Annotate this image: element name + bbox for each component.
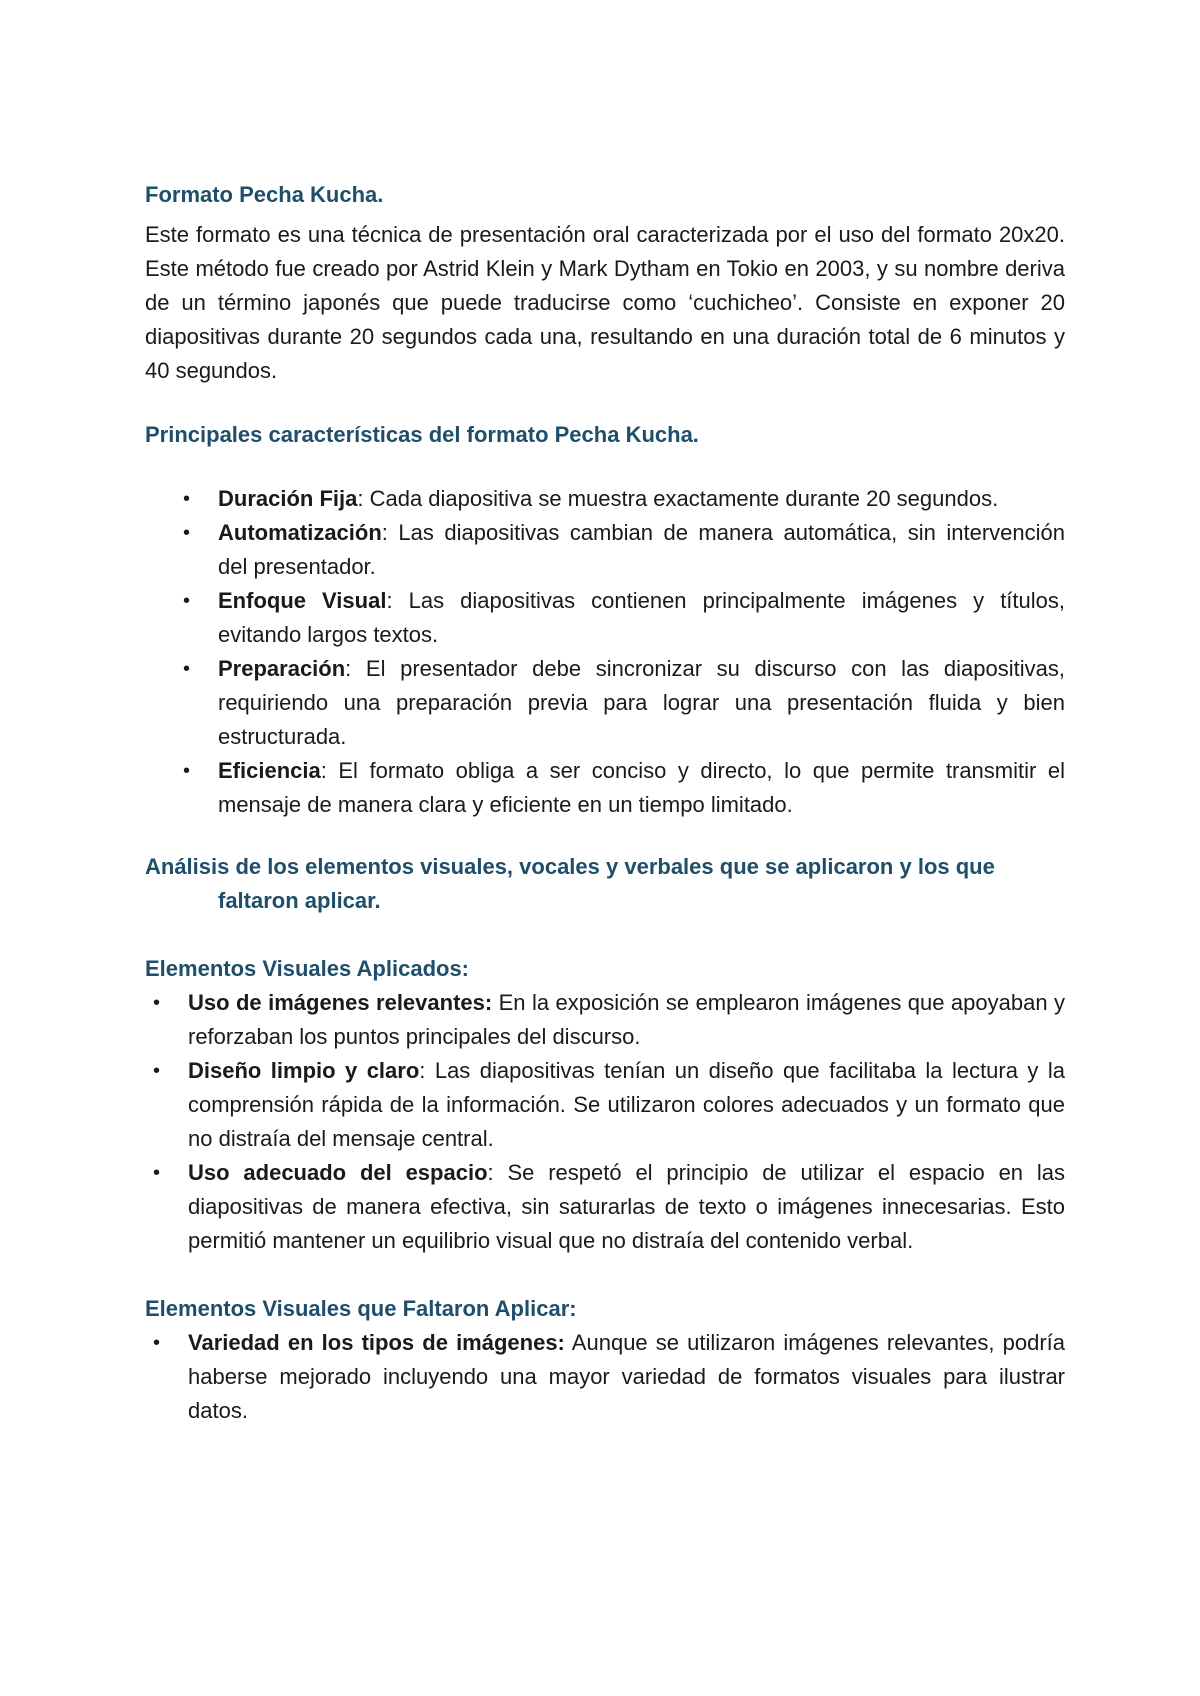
item-text: : Se respetó el principio de utilizar el espacio en las diapositivas de manera efectiva, sin saturarlas de texto o imágenes innecesarias. Esto permitió mantener un equilibrio visual que no distraía del contenido verbal. xyxy=(188,1160,1066,1253)
item-text: En la exposición se emplearon imágenes que apoyaban y reforzaban los puntos principales del discurso. xyxy=(188,990,1065,1049)
bullet-icon: • xyxy=(183,590,191,612)
list-item xyxy=(145,584,1065,652)
heading-principales-caracteristicas: Principales características del formato Pecha Kucha. xyxy=(145,422,699,447)
item-term: Diseño limpio y claro xyxy=(188,1058,420,1083)
heading-analisis-elementos: Análisis de los elementos visuales, vocales y verbales que se aplicaron y los que faltaron aplicar. xyxy=(145,854,995,913)
list-item xyxy=(145,754,1065,822)
list-item xyxy=(145,986,1065,1054)
item-term: Uso adecuado del espacio xyxy=(188,1160,488,1185)
list-item xyxy=(145,652,1065,754)
bullet-icon: • xyxy=(153,1332,161,1354)
item-text: : El formato obliga a ser conciso y directo, lo que permite transmitir el mensaje de manera clara y eficiente en un tiempo limitado. xyxy=(218,758,1065,817)
bullet-icon: • xyxy=(153,1162,161,1184)
item-term: Eficiencia xyxy=(218,758,321,783)
list-elementos-aplicados xyxy=(145,986,1065,1258)
list-item xyxy=(145,1156,1065,1258)
list-item xyxy=(145,482,1065,516)
item-term: Duración Fija xyxy=(218,486,358,511)
list-item xyxy=(145,1054,1065,1156)
bullet-icon: • xyxy=(153,992,161,1014)
bullet-icon: • xyxy=(183,658,191,680)
item-text: Aunque se utilizaron imágenes relevantes, podría haberse mejorado incluyendo una mayor variedad de formatos visuales para ilustrar datos. xyxy=(188,1330,1065,1423)
bullet-icon: • xyxy=(183,760,191,782)
bullet-icon: • xyxy=(153,1060,161,1082)
heading-formato-pecha-kucha: Formato Pecha Kucha. xyxy=(145,182,384,207)
list-item xyxy=(145,1326,1065,1428)
item-term: Preparación xyxy=(218,656,346,681)
paragraph-pecha-kucha-intro: Este formato es una técnica de presentación oral caracterizada por el uso del formato 20x20. Este método fue creado por Astrid Klein y Mark Dytham en Tokio en 2003, y su nombre deriva de un término japonés que puede traducirse como ‘cuchicheo’. Consiste en exponer 20 diapositivas durante 20 segundos cada una, resultando en una duración total de 6 minutos y 40 segundos. xyxy=(145,222,1065,383)
item-text: : Cada diapositiva se muestra exactamente durante 20 segundos. xyxy=(357,486,999,511)
heading-elementos-visuales-aplicados: Elementos Visuales Aplicados: xyxy=(145,956,470,981)
list-elementos-faltaron xyxy=(145,1326,1065,1428)
bullet-icon: • xyxy=(183,488,191,510)
item-text: : Las diapositivas contienen principalmente imágenes y títulos, evitando largos textos. xyxy=(218,588,1065,647)
item-text: : Las diapositivas tenían un diseño que facilitaba la lectura y la comprensión rápida de la información. Se utilizaron colores adecuados y un formato que no distraía del mensaje central. xyxy=(188,1058,1065,1151)
item-text: : El presentador debe sincronizar su discurso con las diapositivas, requiriendo una preparación previa para lograr una presentación fluida y bien estructurada. xyxy=(218,656,1065,749)
list-item xyxy=(145,516,1065,584)
item-text: : Las diapositivas cambian de manera automática, sin intervención del presentador. xyxy=(218,520,1065,579)
heading-elementos-visuales-faltaron: Elementos Visuales que Faltaron Aplicar: xyxy=(145,1296,577,1321)
bullet-icon: • xyxy=(183,522,191,544)
item-term: Automatización xyxy=(218,520,382,545)
item-term: Enfoque Visual xyxy=(218,588,387,613)
document-page xyxy=(145,178,1065,1428)
list-caracteristicas xyxy=(145,482,1065,822)
item-term: Uso de imágenes relevantes: xyxy=(188,990,493,1015)
item-term: Variedad en los tipos de imágenes: xyxy=(188,1330,565,1355)
